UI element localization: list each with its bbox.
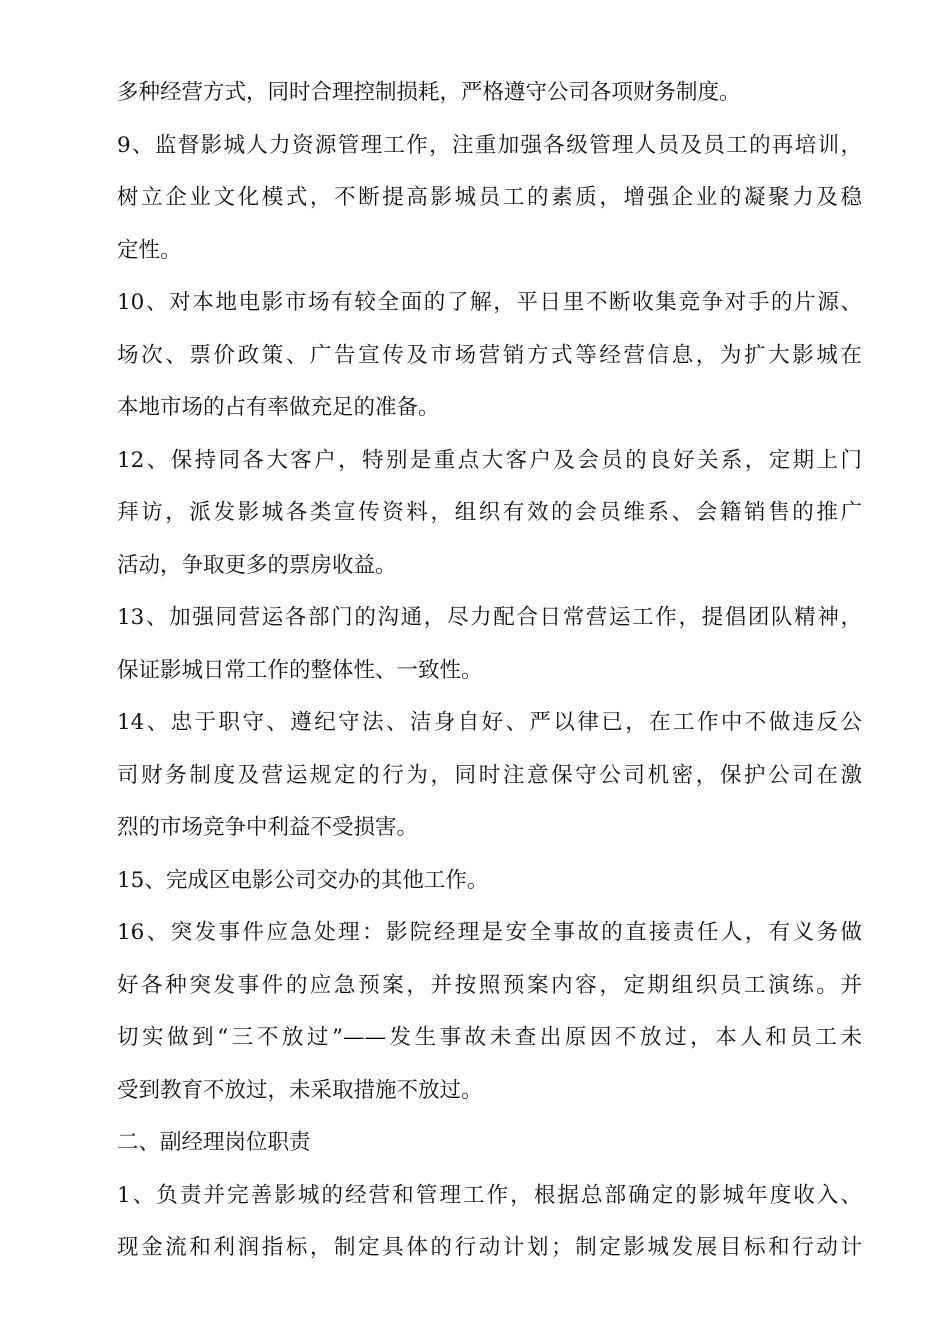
text-line-11: 13、加强同营运各部门的沟通，尽力配合日常营运工作，提倡团队精神， <box>117 605 862 630</box>
text-line-8: 12、保持同各大客户，特别是重点大客户及会员的良好关系，定期上门 <box>117 447 862 473</box>
document-body <box>117 72 862 1280</box>
text-line-9: 拜访，派发影城各类宣传资料，组织有效的会员维系、会籍销售的推广 <box>117 500 862 525</box>
text-line-2: 9、监督影城人力资源管理工作，注重加强各级管理人员及员工的再培训， <box>117 132 862 158</box>
text-line-10: 活动，争取更多的票房收益。 <box>117 552 397 578</box>
text-line-22: 1、负责并完善影城的经营和管理工作，根据总部确定的影城年度收入、 <box>117 1182 862 1208</box>
text-line-14: 司财务制度及营运规定的行为，同时注意保守公司机密，保护公司在激 <box>117 762 862 788</box>
text-line-6: 场次、票价政策、广告宣传及市场营销方式等经营信息，为扩大影城在 <box>117 342 862 368</box>
text-line-17: 16、突发事件应急处理：影院经理是安全事故的直接责任人，有义务做 <box>117 920 862 945</box>
text-line-3: 树立企业文化模式，不断提高影城员工的素质，增强企业的凝聚力及稳 <box>117 185 862 210</box>
text-line-13: 14、忠于职守、遵纪守法、洁身自好、严以律已，在工作中不做违反公 <box>117 710 862 735</box>
section-heading: 二、副经理岗位职责 <box>117 1130 311 1155</box>
text-line-16: 15、完成区电影公司交办的其他工作。 <box>117 867 489 893</box>
text-line-7: 本地市场的占有率做充足的准备。 <box>117 395 440 420</box>
text-line-20: 受到教育不放过，未采取措施不放过。 <box>117 1077 483 1103</box>
text-line-18: 好各种突发事件的应急预案，并按照预案内容，定期组织员工演练。并 <box>117 972 862 998</box>
text-line-19: 切实做到“三不放过”——发生事故未查出原因不放过，本人和员工未 <box>117 1025 862 1050</box>
text-line-23: 现金流和利润指标，制定具体的行动计划；制定影城发展目标和行动计 <box>117 1235 862 1260</box>
text-line-1: 多种经营方式，同时合理控制损耗，严格遵守公司各项财务制度。 <box>117 80 741 105</box>
text-line-4: 定性。 <box>117 237 182 263</box>
text-line-12: 保证影城日常工作的整体性、一致性。 <box>117 657 483 683</box>
text-line-5: 10、对本地电影市场有较全面的了解，平日里不断收集竞争对手的片源、 <box>117 290 862 315</box>
text-line-15: 烈的市场竞争中利益不受损害。 <box>117 815 419 840</box>
